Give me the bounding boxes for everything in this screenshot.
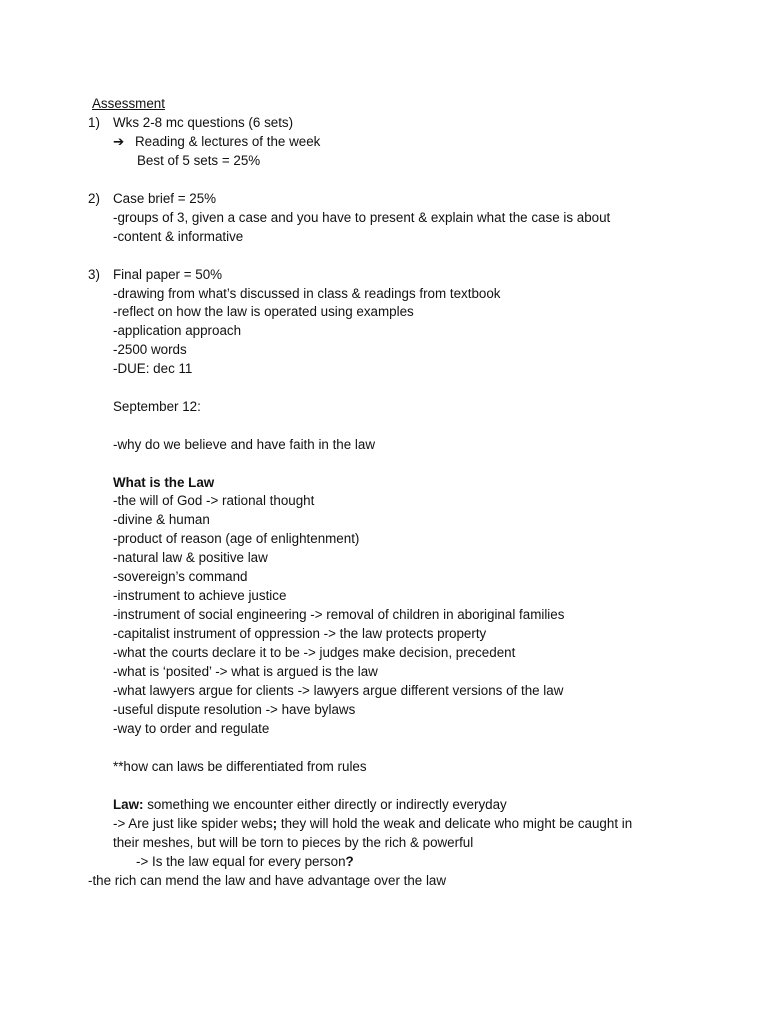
law-item: -sovereign’s command [113,569,248,584]
question-line: **how can laws be differentiated from rules [113,759,367,774]
law-item: -natural law & positive law [113,550,268,565]
section-3-line: -application approach [113,323,242,338]
law-item: -divine & human [113,512,210,527]
section-3-line: -drawing from what’s discussed in class & readings from textbook [113,286,501,301]
section-1-heading: Wks 2-8 mc questions (6 sets) [113,115,294,130]
section-3-heading: Final paper = 50% [113,267,223,282]
section-3-line: -reflect on how the law is operated using examples [113,304,414,319]
law-item: -what lawyers argue for clients -> lawyers argue different versions of the law [113,683,564,698]
spider-quote-line: their meshes, but will be torn to pieces by the rich & powerful [113,835,474,850]
page-title: Assessment [92,96,165,111]
section-1-number: 1) [88,115,100,130]
law-item: -instrument of social engineering -> removal of children in aboriginal families [113,607,565,622]
right-arrow-icon: ➔ [113,134,125,149]
question-line: -why do we believe and have faith in the law [113,437,376,452]
date-heading: September 12: [113,399,201,414]
law-item: -way to order and regulate [113,721,270,736]
law-item: -capitalist instrument of oppression -> the law protects property [113,626,487,641]
law-heading: What is the Law [113,475,215,490]
law-item: -useful dispute resolution -> have bylaws [113,702,356,717]
equality-question: -> Is the law equal for every person? [136,854,354,869]
law-item: -the will of God -> rational thought [113,493,315,508]
section-3-line: -DUE: dec 11 [113,361,193,376]
law-item: -what is ‘posited’ -> what is argued is the law [113,664,378,679]
section-2-heading: Case brief = 25% [113,191,217,206]
section-2-line: -groups of 3, given a case and you have to present & explain what the case is about [113,210,611,225]
section-2-line: -content & informative [113,229,244,244]
section-1-sub: Best of 5 sets = 25% [137,153,261,168]
law-item: -what the courts declare it to be -> judges make decision, precedent [113,645,516,660]
law-definition: Law: something we encounter either directly or indirectly everyday [113,797,507,812]
spider-quote-line: -> Are just like spider webs; they will hold the weak and delicate who might be caught in [113,816,633,831]
closing-line: -the rich can mend the law and have advantage over the law [88,873,447,888]
arrow-item-text: Reading & lectures of the week [135,134,321,149]
law-item: -instrument to achieve justice [113,588,287,603]
section-1-arrow-item [113,132,320,151]
law-item: -product of reason (age of enlightenment) [113,531,360,546]
section-2-number: 2) [88,191,100,206]
section-3-number: 3) [88,267,100,282]
section-3-line: -2500 words [113,342,187,357]
